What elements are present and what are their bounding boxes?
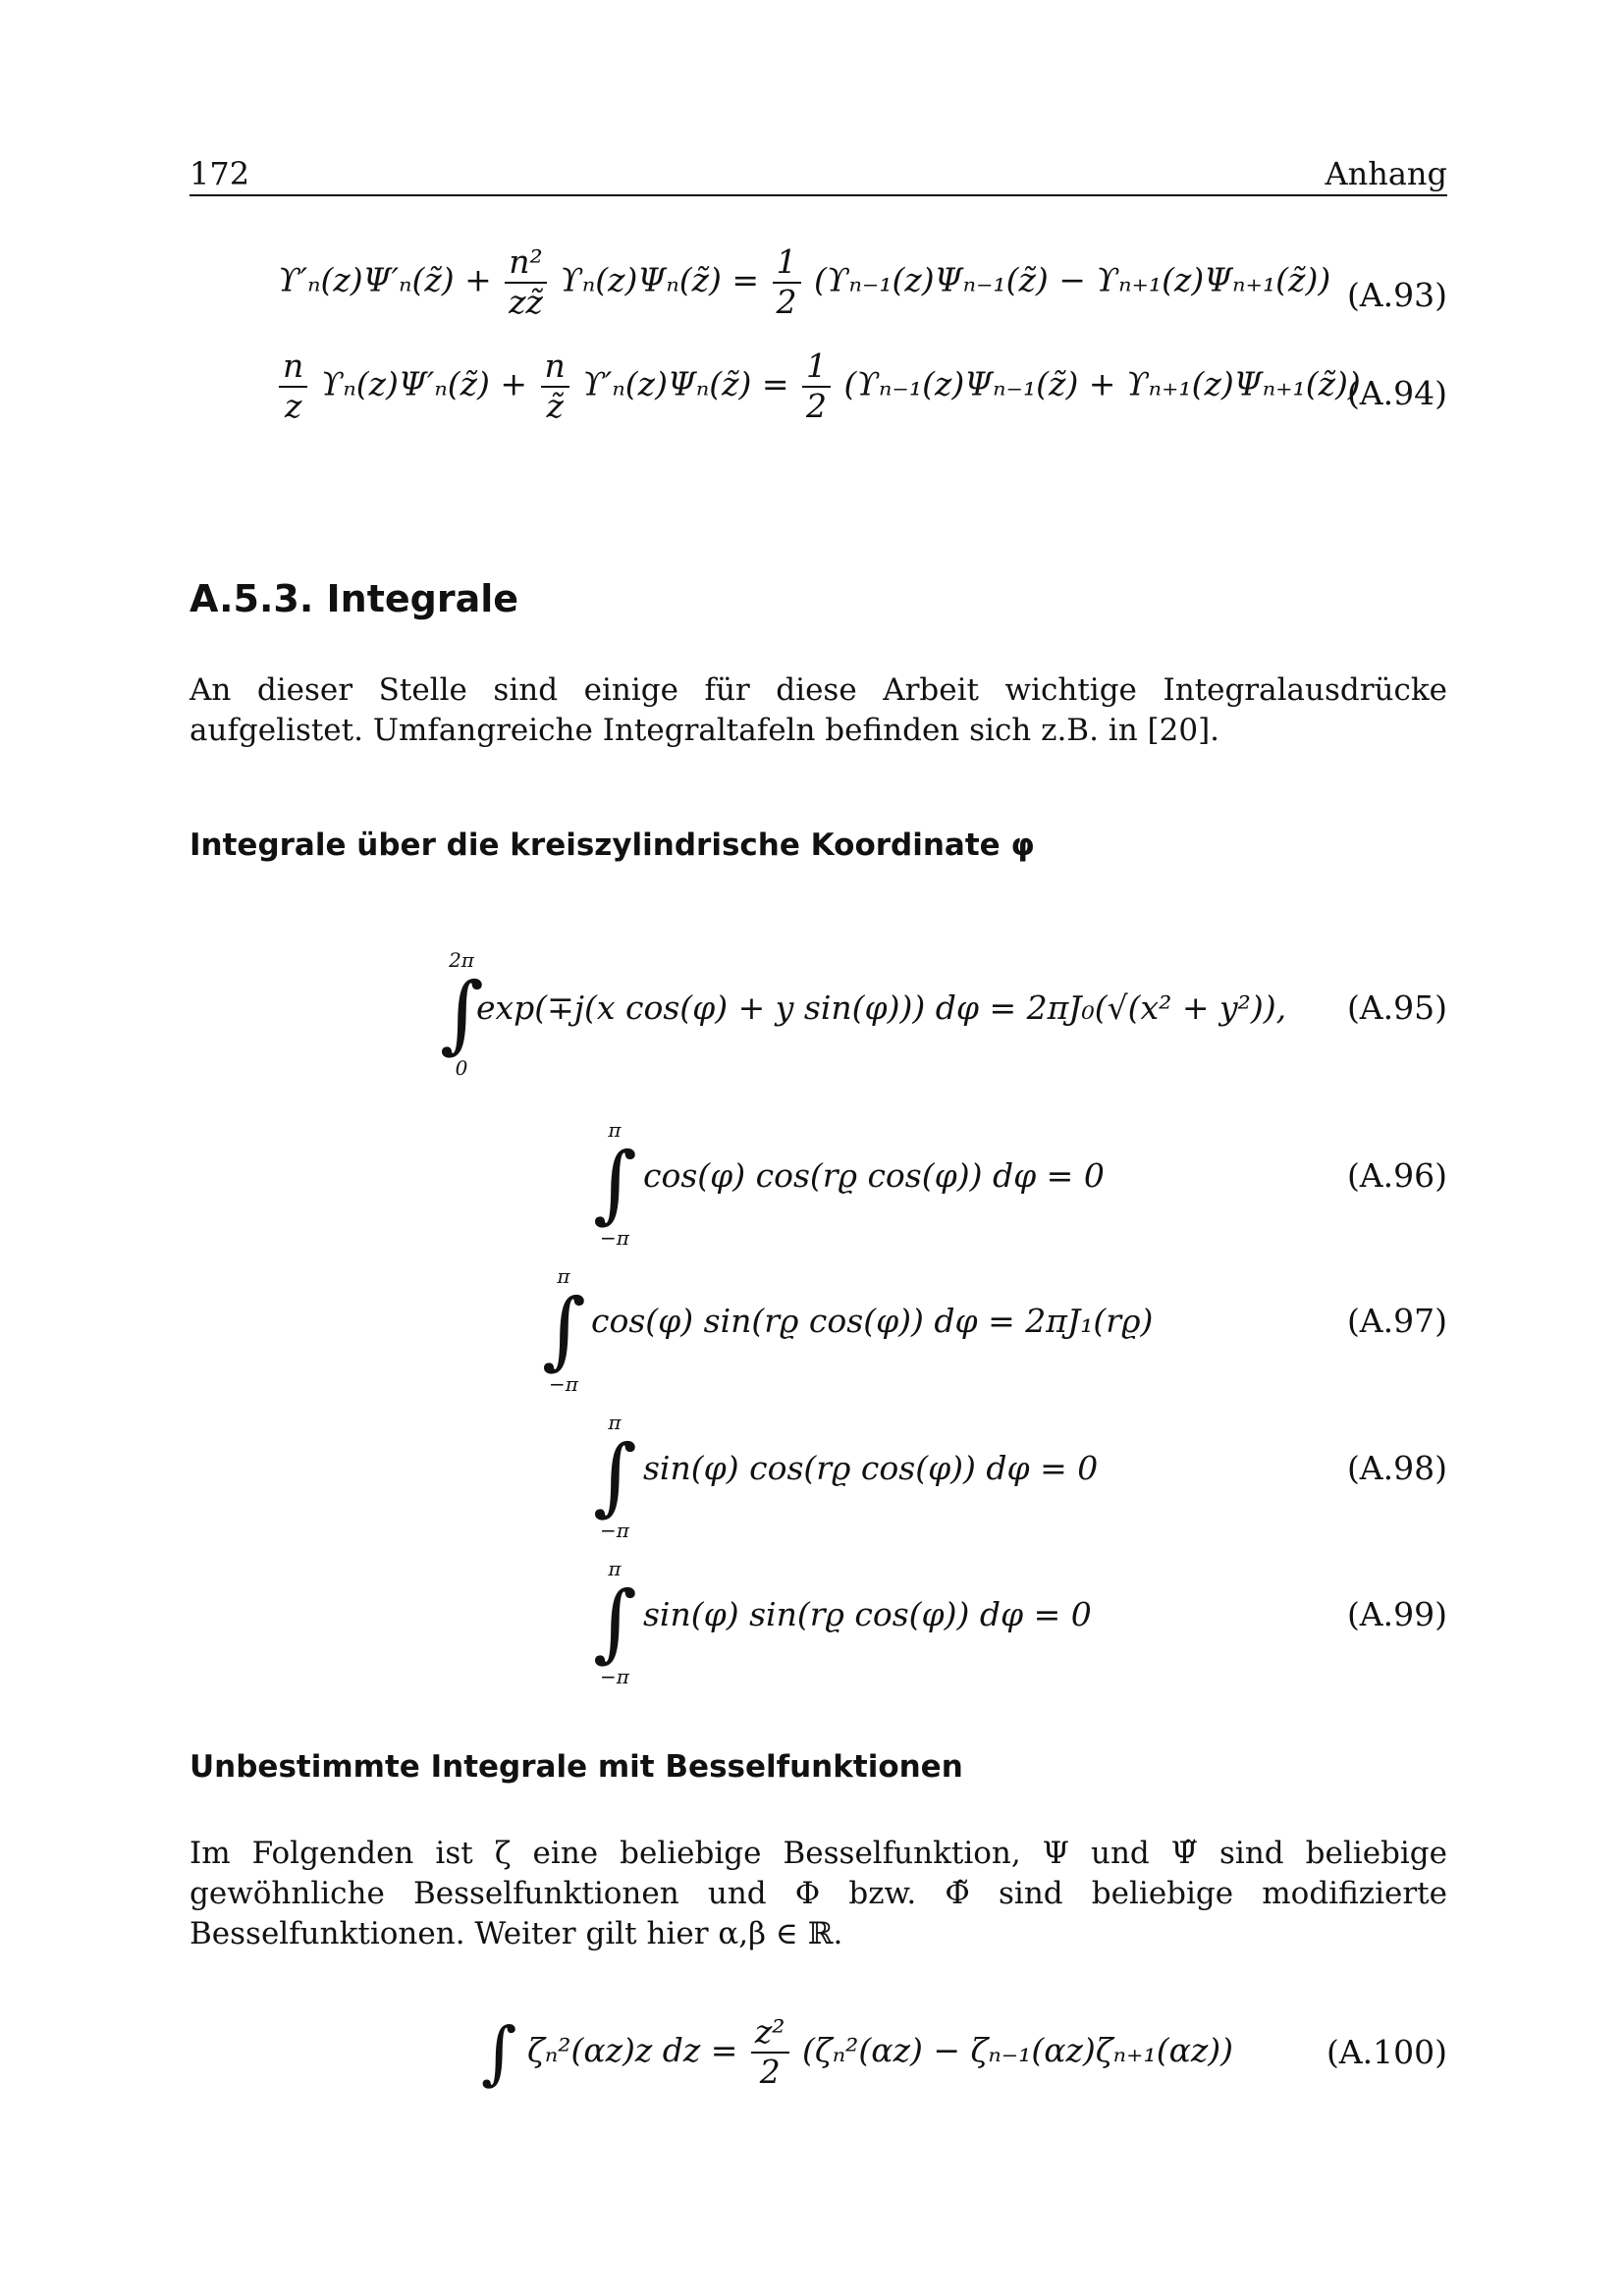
lower-limit: −π [600,1226,629,1250]
integral-a97-body: cos(φ) sin(rϱ cos(φ)) dφ = 2πJ₁(rϱ) [591,1302,1154,1340]
integral-a98-body: sin(φ) cos(rϱ cos(φ)) dφ = 0 [643,1449,1099,1487]
eq-rhs: (ϒₙ₋₁(z)Ψₙ₋₁(z̃) − ϒₙ₊₁(z)Ψₙ₊₁(z̃)) [814,260,1331,299]
integral-a99-sign [593,1557,636,1688]
header-rule [189,194,1447,196]
equation-a93 [278,242,1331,321]
frac-num: n [541,349,569,388]
integral-sign: ∫ [593,1574,637,1672]
lower-limit: −π [600,1665,629,1688]
eq-term: ϒ′ₙ(z)Ψₙ(z̃) = [582,364,789,403]
section-title: A.5.3. Integrale [189,577,519,620]
frac-num: n² [505,245,546,284]
upper-limit: π [557,1264,570,1288]
frac-den: z [284,386,302,425]
integral-sign: ∫ [481,2012,517,2093]
eq-term: ϒ′ₙ(z)Ψ′ₙ(z̃) + [278,260,492,299]
frac-den: 2 [776,282,797,321]
upper-limit: 2π [449,948,474,972]
eq-term: ϒₙ(z)Ψₙ(z̃) = [560,260,759,299]
bessel-paragraph: Im Folgenden ist ζ eine beliebige Besselfunktion, Ψ und Ψ̃ sind beliebige gewöhnliche Besselfunktionen und Φ bzw. Φ̃ sind beliebige modifizierte Besselfunktionen. Weiter gilt hier α,β ∈ ℝ. [189,1836,1447,1951]
eq-term: ϒₙ(z)Ψ′ₙ(z̃) + [320,364,528,403]
integral-sign: ∫ [542,1281,586,1379]
equation-a100 [481,2012,1233,2093]
fraction [505,242,546,321]
equation-number-a98: (A.98) [1346,1449,1447,1487]
page-number: 172 [189,155,250,192]
equation-number-a94: (A.94) [1346,374,1447,412]
eq-rhs: (ϒₙ₋₁(z)Ψₙ₋₁(z̃) + ϒₙ₊₁(z)Ψₙ₊₁(z̃)) [843,364,1361,403]
eq-lhs: ζₙ²(αz)z dz = [526,2031,738,2069]
frac-num: 1 [773,245,801,284]
fraction-half [773,242,801,321]
lower-limit: −π [549,1372,578,1396]
frac-den: z̃ [546,386,564,425]
fraction [279,349,307,423]
integral-a95-body: exp(∓j(x cos(φ) + y sin(φ))) dφ = 2πJ₀(√(x² + y²)), [476,988,1287,1027]
running-header: Anhang [1325,155,1447,192]
integral-a97-sign [542,1264,585,1396]
equation-number-a93: (A.93) [1346,276,1447,314]
lower-limit: −π [600,1519,629,1542]
upper-limit: π [608,1411,622,1434]
subsection-title-phi: Integrale über die kreiszylindrische Koordinate φ [189,828,1035,863]
frac-num: n [279,349,307,388]
integral-a98-sign [593,1411,636,1542]
frac-num: 1 [802,349,831,388]
frac-den: 2 [759,2053,781,2091]
equation-a94 [276,349,1361,423]
upper-limit: π [608,1118,622,1142]
fraction [541,349,569,423]
integral-a96-body: cos(φ) cos(rϱ cos(φ)) dφ = 0 [643,1156,1105,1195]
equation-number-a95: (A.95) [1346,988,1447,1027]
equation-number-a100: (A.100) [1326,2033,1447,2071]
integral-a96-sign [593,1118,636,1250]
frac-den: 2 [806,386,828,425]
equation-number-a97: (A.97) [1346,1302,1447,1340]
lower-limit: 0 [455,1056,468,1080]
eq-rhs: (ζₙ²(αz) − ζₙ₋₁(αz)ζₙ₊₁(αz)) [802,2031,1233,2069]
integral-sign: ∫ [440,965,484,1063]
fraction-half [802,349,831,423]
equation-number-a96: (A.96) [1346,1156,1447,1195]
integral-sign: ∫ [593,1427,637,1525]
integral-sign: ∫ [593,1135,637,1233]
intro-paragraph: An dieser Stelle sind einige für diese Arbeit wichtige Integralausdrücke aufgelistet. Umfangreiche Integraltafeln befinden sich z.B. in [20]. [189,672,1447,748]
upper-limit: π [608,1557,622,1580]
equation-number-a99: (A.99) [1346,1595,1447,1633]
fraction [751,2012,789,2091]
subsection-title-bessel: Unbestimmte Integrale mit Besselfunktionen [189,1749,963,1785]
frac-num: z² [751,2015,789,2054]
frac-den: zz̃ [509,282,543,321]
integral-a99-body: sin(φ) sin(rϱ cos(φ)) dφ = 0 [643,1595,1092,1633]
